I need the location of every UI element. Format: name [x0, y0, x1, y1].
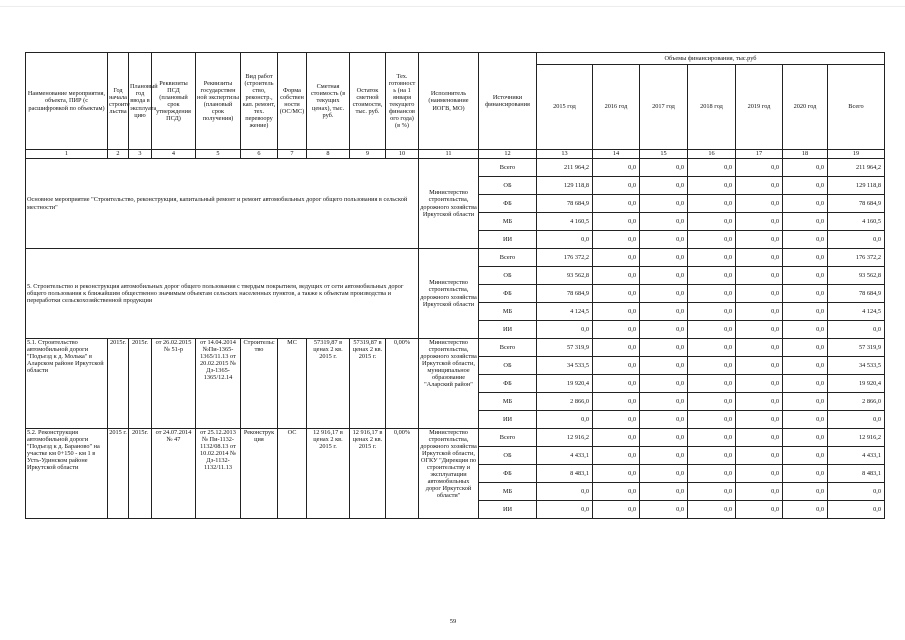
- funding-source: Всего: [479, 249, 537, 267]
- amount-cell: 0,0: [736, 357, 783, 375]
- amount-cell: 129 118,8: [537, 177, 593, 195]
- table-row: [26, 249, 885, 267]
- amount-cell: 4 124,5: [828, 303, 885, 321]
- amount-cell: 0,0: [828, 411, 885, 429]
- amount-cell: 0,0: [688, 285, 736, 303]
- amount-cell: 0,0: [828, 321, 885, 339]
- amount-cell: 0,0: [593, 429, 640, 447]
- amount-cell: 0,0: [593, 483, 640, 501]
- scan-edge-top: [0, 6, 905, 7]
- funding-source: ИИ: [479, 411, 537, 429]
- amount-cell: 0,0: [783, 375, 828, 393]
- funding-source: Всего: [479, 159, 537, 177]
- amount-cell: 4 160,5: [828, 213, 885, 231]
- commission-year: 2015г.: [129, 429, 152, 519]
- funding-source: Всего: [479, 339, 537, 357]
- column-header: Год начала строите льства: [108, 53, 129, 150]
- amount-cell: 0,0: [736, 303, 783, 321]
- amount-cell: 0,0: [688, 213, 736, 231]
- funding-source: ФБ: [479, 285, 537, 303]
- amount-cell: 0,0: [736, 483, 783, 501]
- remaining-cost: 57319,87 в ценах 2 кв. 2015 г.: [350, 339, 386, 429]
- funding-source: МБ: [479, 213, 537, 231]
- column-header: 2019 год: [736, 65, 783, 150]
- amount-cell: 0,0: [688, 357, 736, 375]
- remaining-cost: 12 916,17 в ценах 2 кв. 2015 г.: [350, 429, 386, 519]
- column-number: 6: [241, 150, 278, 159]
- amount-cell: 0,0: [640, 339, 688, 357]
- measure-name: Основное мероприятие "Строительство, реконструкция, капитальный ремонт и ремонт автомобильных дорог общего пользования в сельской местности": [26, 159, 419, 249]
- column-number: 4: [152, 150, 196, 159]
- column-number: 2: [108, 150, 129, 159]
- amount-cell: 0,0: [688, 267, 736, 285]
- amount-cell: 0,0: [640, 177, 688, 195]
- amount-cell: 0,0: [688, 303, 736, 321]
- ownership-form: МС: [278, 339, 307, 429]
- amount-cell: 0,0: [783, 285, 828, 303]
- amount-cell: 34 533,5: [828, 357, 885, 375]
- estimated-cost: 57319,87 в ценах 2 кв. 2015 г.: [307, 339, 350, 429]
- amount-cell: 0,0: [640, 501, 688, 519]
- funding-source: МБ: [479, 393, 537, 411]
- amount-cell: 0,0: [688, 429, 736, 447]
- amount-cell: 0,0: [688, 501, 736, 519]
- amount-cell: 0,0: [828, 231, 885, 249]
- amount-cell: 0,0: [736, 249, 783, 267]
- amount-cell: 0,0: [736, 213, 783, 231]
- amount-cell: 0,0: [640, 429, 688, 447]
- amount-cell: 12 916,2: [828, 429, 885, 447]
- column-number: 3: [129, 150, 152, 159]
- amount-cell: 19 920,4: [828, 375, 885, 393]
- amount-cell: 0,0: [736, 339, 783, 357]
- amount-cell: 0,0: [736, 465, 783, 483]
- estimated-cost: 12 916,17 в ценах 2 кв. 2015 г.: [307, 429, 350, 519]
- amount-cell: 211 964,2: [828, 159, 885, 177]
- amount-cell: 0,0: [783, 429, 828, 447]
- amount-cell: 0,0: [688, 339, 736, 357]
- amount-cell: 0,0: [828, 483, 885, 501]
- column-number: 13: [537, 150, 593, 159]
- amount-cell: 0,0: [640, 411, 688, 429]
- column-header: 2020 год: [783, 65, 828, 150]
- amount-cell: 0,0: [783, 303, 828, 321]
- amount-cell: 0,0: [736, 285, 783, 303]
- amount-cell: 12 916,2: [537, 429, 593, 447]
- column-header: 2015 год: [537, 65, 593, 150]
- amount-cell: 0,0: [688, 159, 736, 177]
- column-number: 14: [593, 150, 640, 159]
- column-header: Исполнитель (наименование ИОГВ, МО): [419, 53, 479, 150]
- financing-table: [25, 52, 885, 519]
- amount-cell: 0,0: [640, 465, 688, 483]
- amount-cell: 0,0: [736, 429, 783, 447]
- amount-cell: 0,0: [783, 501, 828, 519]
- amount-cell: 4 433,1: [828, 447, 885, 465]
- funding-source: ИИ: [479, 501, 537, 519]
- expertise-details: от 25.12.2013 № Пи-1132-1132/08.13 от 10.02.2014 № Дз-1132-1132/11.13: [196, 429, 241, 519]
- column-number: 18: [783, 150, 828, 159]
- amount-cell: 0,0: [593, 267, 640, 285]
- amount-cell: 0,0: [593, 195, 640, 213]
- column-header: Плановый год ввода в эксплуата цию: [129, 53, 152, 150]
- amount-cell: 78 684,9: [828, 195, 885, 213]
- amount-cell: 0,0: [640, 447, 688, 465]
- amount-cell: 0,0: [593, 339, 640, 357]
- funding-source: ФБ: [479, 465, 537, 483]
- column-header: Реквизиты государствен ной экспертизы (плановый срок получения): [196, 53, 241, 150]
- readiness: 0,00%: [386, 429, 419, 519]
- column-number: 1: [26, 150, 108, 159]
- amount-cell: 129 118,8: [828, 177, 885, 195]
- column-header: Тех. готовност ь (на 1 января текущего финансов ого года) (в %): [386, 53, 419, 150]
- amount-cell: 0,0: [688, 249, 736, 267]
- amount-cell: 0,0: [593, 321, 640, 339]
- amount-cell: 8 483,1: [537, 465, 593, 483]
- amount-cell: 0,0: [688, 177, 736, 195]
- amount-cell: 0,0: [593, 357, 640, 375]
- readiness: 0,00%: [386, 339, 419, 429]
- amount-cell: 0,0: [783, 159, 828, 177]
- amount-cell: 0,0: [736, 321, 783, 339]
- amount-cell: 0,0: [736, 267, 783, 285]
- amount-cell: 0,0: [640, 321, 688, 339]
- column-number: 17: [736, 150, 783, 159]
- amount-cell: 0,0: [537, 321, 593, 339]
- amount-cell: 0,0: [736, 177, 783, 195]
- start-year: 2015 г.: [108, 429, 129, 519]
- table-row: [26, 429, 885, 447]
- amount-cell: 0,0: [640, 303, 688, 321]
- amount-cell: 78 684,9: [828, 285, 885, 303]
- amount-cell: 0,0: [537, 483, 593, 501]
- funding-source: ИИ: [479, 321, 537, 339]
- amount-cell: 19 920,4: [537, 375, 593, 393]
- amount-cell: 2 866,0: [537, 393, 593, 411]
- column-header: Всего: [828, 65, 885, 150]
- amount-cell: 0,0: [640, 393, 688, 411]
- amount-cell: 0,0: [593, 177, 640, 195]
- work-type: Строительс тво: [241, 339, 278, 429]
- column-header: 2017 год: [640, 65, 688, 150]
- amount-cell: 57 319,9: [828, 339, 885, 357]
- work-type: Реконструк ция: [241, 429, 278, 519]
- amount-cell: 0,0: [688, 231, 736, 249]
- amount-cell: 57 319,9: [537, 339, 593, 357]
- amount-cell: 0,0: [783, 393, 828, 411]
- amount-cell: 0,0: [640, 267, 688, 285]
- psd-details: от 24.07.2014 № 47: [152, 429, 196, 519]
- amount-cell: 34 533,5: [537, 357, 593, 375]
- amount-cell: 0,0: [736, 231, 783, 249]
- column-number: 5: [196, 150, 241, 159]
- object-name: 5.2. Реконструкция автомобильной дороги "Подъезд к д. Бараново" на участке км 0+150 - км 1 в Усть-Удинском районе Иркутской области: [26, 429, 108, 519]
- amount-cell: 4 160,5: [537, 213, 593, 231]
- column-number: 15: [640, 150, 688, 159]
- amount-cell: 0,0: [593, 213, 640, 231]
- amount-cell: 0,0: [736, 393, 783, 411]
- column-header: Наименование мероприятия, объекта, ПИР (с расшифровкой по объектам): [26, 53, 108, 150]
- amount-cell: 0,0: [736, 375, 783, 393]
- column-header: Сметная стоимость (в текущих ценах), тыс. руб.: [307, 53, 350, 150]
- column-number: 9: [350, 150, 386, 159]
- executor: Министерство строительства, дорожного хозяйства Иркутской области, ОГКУ "Дирекция по строительству и эксплуатации автомобильных дорог Иркутской области": [419, 429, 479, 519]
- amount-cell: 0,0: [640, 375, 688, 393]
- column-number: 8: [307, 150, 350, 159]
- amount-cell: 0,0: [593, 249, 640, 267]
- amount-cell: 8 483,1: [828, 465, 885, 483]
- funding-source: МБ: [479, 483, 537, 501]
- amount-cell: 78 684,9: [537, 195, 593, 213]
- amount-cell: 0,0: [593, 501, 640, 519]
- amount-cell: 0,0: [688, 447, 736, 465]
- amount-cell: 0,0: [688, 393, 736, 411]
- funding-source: ОБ: [479, 267, 537, 285]
- amount-cell: 0,0: [783, 249, 828, 267]
- column-number: 16: [688, 150, 736, 159]
- amount-cell: 0,0: [783, 411, 828, 429]
- column-header: Вид работ (строитель ство, реконстр., кап. ремонт, тех. перевоору жение): [241, 53, 278, 150]
- column-header: 2018 год: [688, 65, 736, 150]
- funding-source: ОБ: [479, 357, 537, 375]
- amount-cell: 4 433,1: [537, 447, 593, 465]
- ownership-form: ОС: [278, 429, 307, 519]
- funding-source: ФБ: [479, 375, 537, 393]
- column-header: Остаток сметной стоимости, тыс. руб.: [350, 53, 386, 150]
- amount-cell: 0,0: [688, 411, 736, 429]
- start-year: 2015г.: [108, 339, 129, 429]
- amount-cell: 0,0: [688, 321, 736, 339]
- amount-cell: 0,0: [640, 357, 688, 375]
- expertise-details: от 14.04.2014 №Пи-1365-1365/11.13 от 20.02.2015 № Дз-1365-1365/12.14: [196, 339, 241, 429]
- measure-name: 5. Строительство и реконструкция автомобильных дорог общего пользования с твердым покрытием, ведущих от сети автомобильных дорог общего пользования к ближайшим общественно значимым объектам сельских населенных пунктов, а также к объектам производства и переработки сельскохозяйственной продукции: [26, 249, 419, 339]
- amount-cell: 0,0: [593, 411, 640, 429]
- funding-source: МБ: [479, 303, 537, 321]
- amount-cell: 0,0: [640, 483, 688, 501]
- column-number: 19: [828, 150, 885, 159]
- psd-details: от 26.02.2015 № 51-р: [152, 339, 196, 429]
- amount-cell: 0,0: [593, 393, 640, 411]
- amount-cell: 0,0: [593, 159, 640, 177]
- amount-cell: 0,0: [783, 195, 828, 213]
- amount-cell: 0,0: [783, 231, 828, 249]
- executor: Министерство строительства, дорожного хозяйства Иркутской области, муниципальное образование "Аларский район": [419, 339, 479, 429]
- amount-cell: 0,0: [640, 159, 688, 177]
- amount-cell: 0,0: [593, 375, 640, 393]
- amount-cell: 0,0: [783, 267, 828, 285]
- amount-cell: 176 372,2: [828, 249, 885, 267]
- amount-cell: 0,0: [736, 501, 783, 519]
- table-row: [26, 159, 885, 177]
- amount-cell: 0,0: [640, 285, 688, 303]
- column-number: 10: [386, 150, 419, 159]
- amount-cell: 0,0: [783, 321, 828, 339]
- column-header: Источники финансирования: [479, 53, 537, 150]
- column-header: Форма собствен ности (ОС/МС): [278, 53, 307, 150]
- amount-cell: 0,0: [828, 501, 885, 519]
- amount-cell: 0,0: [783, 357, 828, 375]
- amount-cell: 0,0: [593, 303, 640, 321]
- object-name: 5.1. Строительство автомобильной дороги "Подъезд к д. Молька" в Аларском районе Иркутской области: [26, 339, 108, 429]
- column-number: 11: [419, 150, 479, 159]
- table-row: [26, 339, 885, 357]
- amount-cell: 93 562,8: [828, 267, 885, 285]
- amount-cell: 176 372,2: [537, 249, 593, 267]
- amount-cell: 93 562,8: [537, 267, 593, 285]
- amount-cell: 0,0: [537, 231, 593, 249]
- amount-cell: 0,0: [783, 213, 828, 231]
- amount-cell: 0,0: [736, 159, 783, 177]
- amount-cell: 0,0: [593, 231, 640, 249]
- amount-cell: 0,0: [736, 447, 783, 465]
- amount-cell: 2 866,0: [828, 393, 885, 411]
- funding-source: ОБ: [479, 447, 537, 465]
- amount-cell: 0,0: [640, 195, 688, 213]
- funding-source: ОБ: [479, 177, 537, 195]
- amount-cell: 0,0: [736, 411, 783, 429]
- amount-cell: 0,0: [688, 483, 736, 501]
- amount-cell: 0,0: [736, 195, 783, 213]
- amount-cell: 211 964,2: [537, 159, 593, 177]
- amount-cell: 0,0: [593, 465, 640, 483]
- amount-cell: 0,0: [783, 177, 828, 195]
- amount-cell: 0,0: [783, 339, 828, 357]
- commission-year: 2015г.: [129, 339, 152, 429]
- amount-cell: 0,0: [640, 231, 688, 249]
- amount-cell: 0,0: [593, 447, 640, 465]
- column-number: 12: [479, 150, 537, 159]
- amount-cell: 0,0: [593, 285, 640, 303]
- amount-cell: 0,0: [688, 195, 736, 213]
- column-header: 2016 год: [593, 65, 640, 150]
- amount-cell: 0,0: [783, 483, 828, 501]
- amount-cell: 78 684,9: [537, 285, 593, 303]
- executor: Министерство строительства, дорожного хозяйства Иркутской области: [419, 159, 479, 249]
- amount-cell: 0,0: [783, 447, 828, 465]
- executor: Министерство строительства, дорожного хозяйства Иркутской области: [419, 249, 479, 339]
- amount-cell: 0,0: [640, 213, 688, 231]
- funding-source: ИИ: [479, 231, 537, 249]
- amount-cell: 0,0: [537, 411, 593, 429]
- amount-cell: 0,0: [688, 375, 736, 393]
- amount-cell: 0,0: [537, 501, 593, 519]
- amount-cell: 0,0: [783, 465, 828, 483]
- funding-source: ФБ: [479, 195, 537, 213]
- amount-cell: 4 124,5: [537, 303, 593, 321]
- financing-group-header: Объемы финансирования, тыс.руб: [537, 53, 885, 65]
- amount-cell: 0,0: [640, 249, 688, 267]
- column-number: 7: [278, 150, 307, 159]
- amount-cell: 0,0: [688, 465, 736, 483]
- funding-source: Всего: [479, 429, 537, 447]
- page-number: 59: [449, 618, 457, 625]
- column-header: Реквизиты ПСД (плановый срок утверждения ПСД): [152, 53, 196, 150]
